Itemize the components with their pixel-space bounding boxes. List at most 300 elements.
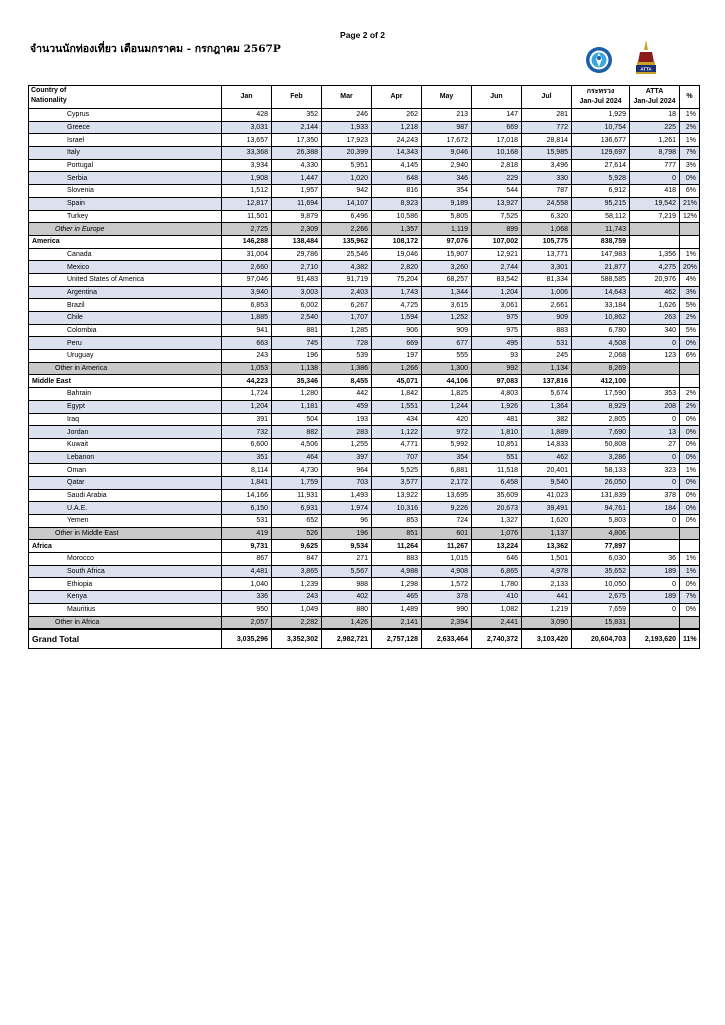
month-value: 975 — [472, 312, 522, 325]
percent-value: 0% — [680, 489, 700, 502]
ministry-total: 58,133 — [572, 464, 630, 477]
month-value: 397 — [322, 451, 372, 464]
month-value: 3,090 — [522, 616, 572, 629]
month-value: 1,551 — [372, 400, 422, 413]
country-name: Other in America — [29, 362, 222, 375]
month-value: 351 — [222, 451, 272, 464]
month-value: 1,252 — [422, 312, 472, 325]
month-value: 648 — [372, 172, 422, 185]
month-value: 13,224 — [472, 540, 522, 553]
month-value: 4,506 — [272, 438, 322, 451]
month-value: 5,992 — [422, 438, 472, 451]
month-value: 97,076 — [422, 235, 472, 248]
month-value: 1,426 — [322, 616, 372, 629]
ministry-total: 2,068 — [572, 350, 630, 363]
month-value: 196 — [272, 350, 322, 363]
month-value: 196 — [322, 527, 372, 540]
region-row — [29, 540, 700, 553]
atta-total: 323 — [630, 464, 680, 477]
month-value: 14,107 — [322, 197, 372, 210]
month-value: 531 — [222, 515, 272, 528]
month-value: 950 — [222, 603, 272, 616]
month-value: 428 — [222, 109, 272, 122]
month-value: 3,301 — [522, 261, 572, 274]
month-value: 147 — [472, 109, 522, 122]
month-value: 1,842 — [372, 388, 422, 401]
month-value: 5,805 — [422, 210, 472, 223]
region-name: Africa — [29, 540, 222, 553]
month-value: 346 — [422, 172, 472, 185]
column-header-month: Jun — [472, 86, 522, 109]
percent-value: 1% — [680, 553, 700, 566]
month-value: 972 — [422, 426, 472, 439]
month-value: 10,586 — [372, 210, 422, 223]
month-value: 1,759 — [272, 476, 322, 489]
month-value: 1,327 — [472, 515, 522, 528]
percent-value: 0% — [680, 172, 700, 185]
month-value: 3,260 — [422, 261, 472, 274]
month-value: 20,673 — [472, 502, 522, 515]
ministry-total: 6,780 — [572, 324, 630, 337]
month-value: 262 — [372, 109, 422, 122]
month-value: 2,309 — [272, 223, 322, 236]
country-row — [29, 337, 700, 350]
month-value: 91,719 — [322, 273, 372, 286]
month-value: 899 — [472, 223, 522, 236]
country-row — [29, 197, 700, 210]
month-value: 9,534 — [322, 540, 372, 553]
country-row — [29, 388, 700, 401]
ministry-total: 8,269 — [572, 362, 630, 375]
ministry-total: 35,652 — [572, 565, 630, 578]
month-value: 2,982,721 — [322, 629, 372, 649]
other-row — [29, 527, 700, 540]
month-value: 669 — [372, 337, 422, 350]
ministry-total: 94,761 — [572, 502, 630, 515]
percent-value: 12% — [680, 210, 700, 223]
month-value: 6,150 — [222, 502, 272, 515]
atta-total: 378 — [630, 489, 680, 502]
country-name: Lebanon — [29, 451, 222, 464]
percent-value: 20% — [680, 261, 700, 274]
month-value: 10,316 — [372, 502, 422, 515]
month-value: 11,264 — [372, 540, 422, 553]
month-value: 2,661 — [522, 299, 572, 312]
month-value: 26,388 — [272, 147, 322, 160]
month-value: 728 — [322, 337, 372, 350]
month-value: 1,138 — [272, 362, 322, 375]
month-value: 1,300 — [422, 362, 472, 375]
month-value: 1,137 — [522, 527, 572, 540]
month-value: 44,223 — [222, 375, 272, 388]
month-value: 19,046 — [372, 248, 422, 261]
month-value: 1,780 — [472, 578, 522, 591]
month-value: 243 — [222, 350, 272, 363]
ministry-total: 6,030 — [572, 553, 630, 566]
month-value: 1,049 — [272, 603, 322, 616]
percent-value: 1% — [680, 565, 700, 578]
ministry-total: 5,928 — [572, 172, 630, 185]
country-row — [29, 210, 700, 223]
month-value: 2,725 — [222, 223, 272, 236]
month-value: 481 — [472, 413, 522, 426]
country-name: Kenya — [29, 591, 222, 604]
month-value: 4,730 — [272, 464, 322, 477]
month-value: 91,483 — [272, 273, 322, 286]
month-value: 1,501 — [522, 553, 572, 566]
ministry-total: 131,839 — [572, 489, 630, 502]
ministry-total: 26,050 — [572, 476, 630, 489]
page-number: Page 2 of 2 — [340, 30, 385, 40]
month-value: 1,244 — [422, 400, 472, 413]
month-value: 941 — [222, 324, 272, 337]
ministry-total: 838,759 — [572, 235, 630, 248]
ministry-logo-icon — [585, 46, 613, 74]
month-value: 1,266 — [372, 362, 422, 375]
month-value: 942 — [322, 185, 372, 198]
month-value: 5,567 — [322, 565, 372, 578]
atta-total: 1,261 — [630, 134, 680, 147]
country-row — [29, 426, 700, 439]
month-value: 3,035,296 — [222, 629, 272, 649]
month-value: 1,285 — [322, 324, 372, 337]
month-value: 11,694 — [272, 197, 322, 210]
month-value: 419 — [222, 527, 272, 540]
month-value: 1,933 — [322, 121, 372, 134]
atta-total: 0 — [630, 476, 680, 489]
percent-value: 11% — [680, 629, 700, 649]
month-value: 2,266 — [322, 223, 372, 236]
month-value: 33,368 — [222, 147, 272, 160]
country-row — [29, 464, 700, 477]
month-value: 13,927 — [472, 197, 522, 210]
month-value: 6,931 — [272, 502, 322, 515]
grand-total-label: Grand Total — [29, 629, 222, 649]
percent-value: 2% — [680, 388, 700, 401]
month-value: 352 — [272, 109, 322, 122]
column-header-month: May — [422, 86, 472, 109]
country-name: Cyprus — [29, 109, 222, 122]
month-value: 2,740,372 — [472, 629, 522, 649]
percent-value: 0% — [680, 515, 700, 528]
country-name: Greece — [29, 121, 222, 134]
atta-total: 19,542 — [630, 197, 680, 210]
month-value: 551 — [472, 451, 522, 464]
month-value: 354 — [422, 185, 472, 198]
month-value: 24,243 — [372, 134, 422, 147]
percent-value: 0% — [680, 603, 700, 616]
month-value: 2,172 — [422, 476, 472, 489]
month-value: 663 — [222, 337, 272, 350]
ministry-total: 4,806 — [572, 527, 630, 540]
month-value: 15,907 — [422, 248, 472, 261]
month-value: 13,362 — [522, 540, 572, 553]
month-value: 14,343 — [372, 147, 422, 160]
month-value: 880 — [322, 603, 372, 616]
ministry-total: 147,983 — [572, 248, 630, 261]
month-value: 4,382 — [322, 261, 372, 274]
month-value: 4,908 — [422, 565, 472, 578]
month-value: 1,885 — [222, 312, 272, 325]
ministry-total: 2,805 — [572, 413, 630, 426]
month-value: 465 — [372, 591, 422, 604]
ministry-total: 27,614 — [572, 159, 630, 172]
column-header-month: Mar — [322, 86, 372, 109]
month-value: 787 — [522, 185, 572, 198]
month-value: 1,076 — [472, 527, 522, 540]
country-row — [29, 578, 700, 591]
month-value: 11,267 — [422, 540, 472, 553]
country-row — [29, 324, 700, 337]
ministry-total: 77,897 — [572, 540, 630, 553]
atta-total: 1,356 — [630, 248, 680, 261]
grand-total-row — [29, 629, 700, 649]
region-row — [29, 235, 700, 248]
month-value: 20,401 — [522, 464, 572, 477]
atta-total: 0 — [630, 172, 680, 185]
month-value: 4,725 — [372, 299, 422, 312]
month-value: 39,491 — [522, 502, 572, 515]
country-row — [29, 553, 700, 566]
atta-total: 0 — [630, 451, 680, 464]
country-name: Spain — [29, 197, 222, 210]
percent-value: 21% — [680, 197, 700, 210]
month-value: 772 — [522, 121, 572, 134]
month-value: 213 — [422, 109, 472, 122]
month-value: 2,757,128 — [372, 629, 422, 649]
month-value: 6,320 — [522, 210, 572, 223]
atta-total: 0 — [630, 578, 680, 591]
percent-value: 1% — [680, 109, 700, 122]
country-name: Other in Middle East — [29, 527, 222, 540]
month-value: 1,204 — [222, 400, 272, 413]
month-value: 197 — [372, 350, 422, 363]
month-value: 1,068 — [522, 223, 572, 236]
column-header-ministry-total: กระทรวง Jan-Jul 2024 — [572, 86, 630, 109]
month-value: 442 — [322, 388, 372, 401]
month-value: 2,403 — [322, 286, 372, 299]
country-row — [29, 451, 700, 464]
month-value: 4,481 — [222, 565, 272, 578]
month-value: 9,226 — [422, 502, 472, 515]
country-row — [29, 109, 700, 122]
ministry-total: 7,690 — [572, 426, 630, 439]
month-value: 867 — [222, 553, 272, 566]
country-row — [29, 147, 700, 160]
month-value: 4,803 — [472, 388, 522, 401]
month-value: 1,825 — [422, 388, 472, 401]
ministry-total: 50,808 — [572, 438, 630, 451]
month-value: 539 — [322, 350, 372, 363]
month-value: 271 — [322, 553, 372, 566]
percent-value: 5% — [680, 324, 700, 337]
ministry-total: 21,877 — [572, 261, 630, 274]
country-row — [29, 312, 700, 325]
country-row — [29, 261, 700, 274]
ministry-total: 15,831 — [572, 616, 630, 629]
percent-value: 7% — [680, 147, 700, 160]
month-value: 44,106 — [422, 375, 472, 388]
month-value: 81,334 — [522, 273, 572, 286]
column-header-month: Apr — [372, 86, 422, 109]
percent-value: 5% — [680, 299, 700, 312]
country-name: Qatar — [29, 476, 222, 489]
country-name: Peru — [29, 337, 222, 350]
country-row — [29, 502, 700, 515]
month-value: 28,814 — [522, 134, 572, 147]
month-value: 5,525 — [372, 464, 422, 477]
country-name: Mexico — [29, 261, 222, 274]
month-value: 2,710 — [272, 261, 322, 274]
country-name: Ethiopia — [29, 578, 222, 591]
month-value: 1,053 — [222, 362, 272, 375]
country-name: Other in Africa — [29, 616, 222, 629]
month-value: 1,181 — [272, 400, 322, 413]
month-value: 988 — [322, 578, 372, 591]
month-value: 1,386 — [322, 362, 372, 375]
month-value: 15,985 — [522, 147, 572, 160]
month-value: 504 — [272, 413, 322, 426]
month-value: 12,817 — [222, 197, 272, 210]
month-value: 146,288 — [222, 235, 272, 248]
percent-value: 6% — [680, 185, 700, 198]
percent-value: 0% — [680, 413, 700, 426]
ministry-total: 6,912 — [572, 185, 630, 198]
atta-total: 184 — [630, 502, 680, 515]
month-value: 3,615 — [422, 299, 472, 312]
month-value: 601 — [422, 527, 472, 540]
month-value: 883 — [522, 324, 572, 337]
month-value: 29,786 — [272, 248, 322, 261]
atta-total: 225 — [630, 121, 680, 134]
ministry-total: 20,604,703 — [572, 629, 630, 649]
month-value: 724 — [422, 515, 472, 528]
month-value: 1,447 — [272, 172, 322, 185]
svg-text:ATTA: ATTA — [640, 66, 652, 72]
month-value: 108,172 — [372, 235, 422, 248]
month-value: 1,134 — [522, 362, 572, 375]
ministry-total: 129,697 — [572, 147, 630, 160]
region-row — [29, 375, 700, 388]
month-value: 107,002 — [472, 235, 522, 248]
month-value: 1,218 — [372, 121, 422, 134]
country-name: Other in Europe — [29, 223, 222, 236]
ministry-total: 10,050 — [572, 578, 630, 591]
month-value: 8,455 — [322, 375, 372, 388]
month-value: 3,865 — [272, 565, 322, 578]
month-value: 138,484 — [272, 235, 322, 248]
percent-value: 2% — [680, 312, 700, 325]
atta-total: 36 — [630, 553, 680, 566]
month-value: 2,633,464 — [422, 629, 472, 649]
country-row — [29, 159, 700, 172]
month-value: 1,364 — [522, 400, 572, 413]
atta-total: 27 — [630, 438, 680, 451]
month-value: 987 — [422, 121, 472, 134]
country-name: Jordan — [29, 426, 222, 439]
month-value: 97,046 — [222, 273, 272, 286]
month-value: 246 — [322, 109, 372, 122]
percent-value: 0% — [680, 578, 700, 591]
month-value: 229 — [472, 172, 522, 185]
month-value: 1,707 — [322, 312, 372, 325]
country-row — [29, 413, 700, 426]
month-value: 677 — [422, 337, 472, 350]
atta-total: 340 — [630, 324, 680, 337]
month-value: 992 — [472, 362, 522, 375]
country-row — [29, 185, 700, 198]
country-row — [29, 248, 700, 261]
month-value: 3,496 — [522, 159, 572, 172]
country-row — [29, 273, 700, 286]
month-value: 420 — [422, 413, 472, 426]
column-header-country: Country of Nationality — [29, 86, 222, 109]
ministry-total: 2,675 — [572, 591, 630, 604]
month-value: 31,004 — [222, 248, 272, 261]
month-value: 68,257 — [422, 273, 472, 286]
country-name: Canada — [29, 248, 222, 261]
month-value: 1,957 — [272, 185, 322, 198]
month-value: 4,330 — [272, 159, 322, 172]
month-value: 3,577 — [372, 476, 422, 489]
country-row — [29, 438, 700, 451]
month-value: 75,204 — [372, 273, 422, 286]
month-value: 20,399 — [322, 147, 372, 160]
month-value: 9,879 — [272, 210, 322, 223]
month-value: 1,724 — [222, 388, 272, 401]
atta-total: 0 — [630, 515, 680, 528]
month-value: 330 — [522, 172, 572, 185]
country-row — [29, 350, 700, 363]
percent-value — [680, 616, 700, 629]
month-value: 35,346 — [272, 375, 322, 388]
country-name: Brazil — [29, 299, 222, 312]
month-value: 1,219 — [522, 603, 572, 616]
month-value: 24,558 — [522, 197, 572, 210]
country-name: Mauritius — [29, 603, 222, 616]
ministry-total: 10,754 — [572, 121, 630, 134]
month-value: 96 — [322, 515, 372, 528]
other-row — [29, 616, 700, 629]
month-value: 459 — [322, 400, 372, 413]
ministry-total: 95,215 — [572, 197, 630, 210]
percent-value: 2% — [680, 121, 700, 134]
atta-total: 353 — [630, 388, 680, 401]
atta-total — [630, 540, 680, 553]
month-value: 14,166 — [222, 489, 272, 502]
atta-total: 20,976 — [630, 273, 680, 286]
month-value: 9,046 — [422, 147, 472, 160]
country-name: Israel — [29, 134, 222, 147]
month-value: 11,518 — [472, 464, 522, 477]
country-name: Bahrain — [29, 388, 222, 401]
month-value: 4,145 — [372, 159, 422, 172]
percent-value: 0% — [680, 337, 700, 350]
atta-total — [630, 375, 680, 388]
month-value: 3,061 — [472, 299, 522, 312]
country-name: Saudi Arabia — [29, 489, 222, 502]
ministry-total: 33,184 — [572, 299, 630, 312]
month-value: 135,962 — [322, 235, 372, 248]
tourist-arrivals-table — [28, 85, 700, 649]
month-value: 17,018 — [472, 134, 522, 147]
month-value: 2,133 — [522, 578, 572, 591]
ministry-total: 17,590 — [572, 388, 630, 401]
month-value: 10,168 — [472, 147, 522, 160]
month-value: 1,512 — [222, 185, 272, 198]
month-value: 707 — [372, 451, 422, 464]
month-value: 17,923 — [322, 134, 372, 147]
